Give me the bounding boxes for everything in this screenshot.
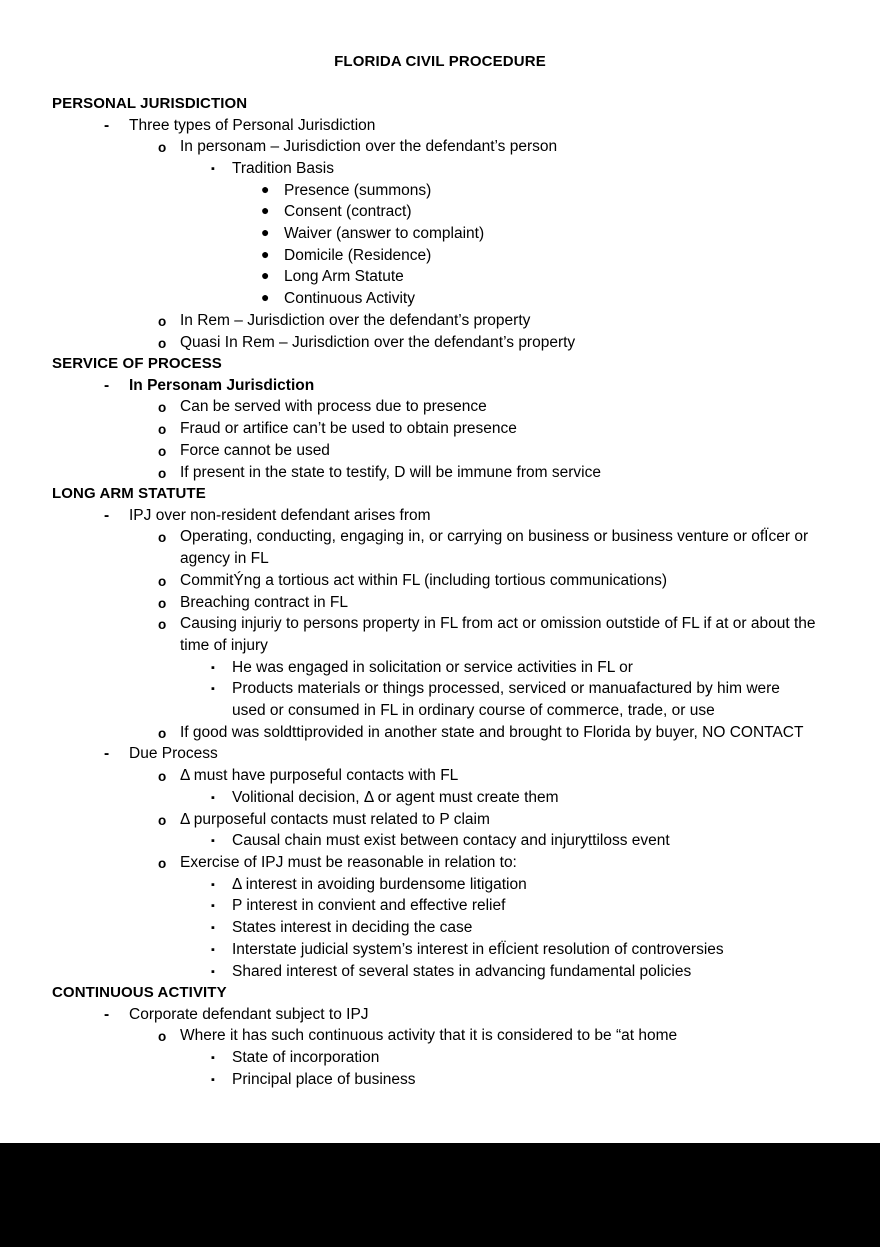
outline-item-label: In personam – Jurisdiction over the defendant’s person bbox=[180, 138, 558, 156]
square-bullet-icon: ▪ bbox=[211, 922, 215, 935]
section-heading: PERSONAL JURISDICTION bbox=[52, 95, 248, 112]
circle-bullet-icon: o bbox=[158, 769, 167, 785]
circle-bullet-icon: o bbox=[158, 617, 167, 633]
square-bullet-icon: ▪ bbox=[211, 683, 215, 696]
round-bullet-icon: ● bbox=[261, 267, 270, 284]
outline-item-label: Long Arm Statute bbox=[284, 268, 404, 286]
outline-item bbox=[0, 1069, 880, 1091]
outline-item bbox=[0, 787, 880, 809]
square-bullet-icon: ▪ bbox=[211, 162, 215, 175]
circle-bullet-icon: o bbox=[158, 422, 167, 438]
circle-bullet-icon: o bbox=[158, 443, 167, 459]
outline-item-label: Consent (contract) bbox=[284, 203, 412, 221]
outline-item bbox=[0, 613, 880, 656]
outline-item-label: Due Process bbox=[129, 745, 218, 763]
outline-item-label: Interstate judicial system’s interest in efÏcient resolution of controversies bbox=[232, 940, 724, 958]
circle-bullet-icon: o bbox=[158, 1029, 167, 1045]
outline-item bbox=[0, 830, 880, 852]
outline-item-label: In Personam Jurisdiction bbox=[129, 376, 315, 394]
dash-bullet-icon: - bbox=[104, 1005, 110, 1023]
outline-item-label: Δ must have purposeful contacts with FL bbox=[180, 767, 459, 785]
outline-item bbox=[0, 961, 880, 983]
outline-item-label: Exercise of IPJ must be reasonable in relation to: bbox=[180, 854, 517, 871]
round-bullet-icon: ● bbox=[261, 202, 270, 219]
dash-bullet-icon: - bbox=[104, 116, 110, 134]
outline-item bbox=[0, 874, 880, 896]
circle-bullet-icon: o bbox=[158, 140, 167, 156]
outline-item bbox=[0, 505, 880, 527]
outline-item-label: Shared interest of several states in advancing fundamental policies bbox=[232, 962, 692, 980]
outline-item-label: Force cannot be used bbox=[180, 441, 330, 459]
square-bullet-icon: ▪ bbox=[211, 1073, 215, 1086]
outline-item-label: Operating, conducting, engaging in, or carrying on business or business venture or ofÏcer or agency in FL bbox=[180, 528, 809, 568]
outline-item-label: State of incorporation bbox=[232, 1049, 380, 1067]
outline-item bbox=[0, 396, 880, 418]
circle-bullet-icon: o bbox=[158, 313, 167, 329]
outline-item-label: Causal chain must exist between contacy and injuryttiloss event bbox=[232, 832, 670, 850]
outline-item bbox=[0, 570, 880, 592]
outline-item bbox=[0, 310, 880, 332]
circle-bullet-icon: o bbox=[158, 573, 167, 589]
outline-item-label: Presence (summons) bbox=[284, 181, 432, 199]
outline-item-label: Waiver (answer to complaint) bbox=[284, 225, 485, 243]
outline-item bbox=[0, 895, 880, 917]
outline-item-label: P interest in convient and effective relief bbox=[232, 897, 506, 915]
outline-item bbox=[0, 1004, 880, 1026]
outline-item bbox=[0, 332, 880, 354]
outline-item bbox=[0, 1025, 880, 1047]
outline-item bbox=[0, 809, 880, 831]
outline-item-label: Fraud or artifice can’t be used to obtain presence bbox=[180, 420, 517, 438]
outline-item-label: If good was soldttiprovided in another state and brought to Florida by buyer, NO CONTACT bbox=[180, 723, 804, 741]
outline-root bbox=[0, 93, 880, 1091]
section-heading: CONTINUOUS ACTIVITY bbox=[52, 984, 227, 1002]
outline-item-label: CommitÝng a tortious act within FL (including tortious communications) bbox=[180, 571, 668, 589]
page-title: FLORIDA CIVIL PROCEDURE bbox=[334, 53, 546, 70]
outline-item bbox=[0, 245, 880, 267]
outline-item bbox=[0, 592, 880, 614]
outline-item bbox=[0, 722, 880, 744]
outline-item-label: He was engaged in solicitation or service activities in FL or bbox=[232, 658, 633, 676]
outline-item bbox=[0, 657, 880, 679]
square-bullet-icon: ▪ bbox=[211, 791, 215, 804]
outline-item bbox=[0, 375, 880, 397]
outline-item-label: IPJ over non-resident defendant arises from bbox=[129, 506, 431, 524]
circle-bullet-icon: o bbox=[158, 335, 167, 351]
square-bullet-icon: ▪ bbox=[211, 878, 215, 891]
outline-item bbox=[0, 917, 880, 939]
outline-item bbox=[0, 462, 880, 484]
circle-bullet-icon: o bbox=[158, 530, 167, 546]
outline-item-label: Can be served with process due to presence bbox=[180, 398, 487, 416]
dash-bullet-icon: - bbox=[104, 745, 110, 763]
outline-item bbox=[0, 266, 880, 288]
outline-item-label: Principal place of business bbox=[232, 1070, 416, 1088]
dash-bullet-icon: - bbox=[104, 506, 110, 524]
outline-item bbox=[0, 418, 880, 440]
round-bullet-icon: ● bbox=[261, 289, 270, 306]
section-heading: SERVICE OF PROCESS bbox=[52, 355, 222, 373]
outline-item-label: Three types of Personal Jurisdiction bbox=[129, 116, 376, 134]
outline-item-label: Products materials or things processed, serviced or manuafactured by him were used or consumed in FL in ordinary course of commerce, trade, or use bbox=[232, 680, 780, 720]
round-bullet-icon: ● bbox=[261, 245, 270, 262]
outline-item-label: Breaching contract in FL bbox=[180, 593, 349, 611]
square-bullet-icon: ▪ bbox=[211, 943, 215, 956]
outline-item-label: Continuous Activity bbox=[284, 290, 415, 308]
document-body bbox=[0, 72, 880, 1091]
outline-item bbox=[0, 526, 880, 569]
outline-item-label: If present in the state to testify, D will be immune from service bbox=[180, 463, 601, 481]
footer-black-bar bbox=[0, 1143, 880, 1247]
outline-item bbox=[0, 852, 880, 874]
outline-item-label: Δ interest in avoiding burdensome litigation bbox=[232, 875, 527, 893]
round-bullet-icon: ● bbox=[261, 224, 270, 241]
outline-item bbox=[0, 939, 880, 961]
outline-item bbox=[0, 223, 880, 245]
outline-item bbox=[0, 158, 880, 180]
circle-bullet-icon: o bbox=[158, 595, 167, 611]
circle-bullet-icon: o bbox=[158, 812, 167, 828]
square-bullet-icon: ▪ bbox=[211, 1052, 215, 1065]
outline-item bbox=[0, 743, 880, 765]
outline-item-label: In Rem – Jurisdiction over the defendant’s property bbox=[180, 311, 531, 329]
circle-bullet-icon: o bbox=[158, 400, 167, 416]
circle-bullet-icon: o bbox=[158, 725, 167, 741]
outline-item bbox=[0, 1047, 880, 1069]
outline-item-label: Causing injuriy to persons property in FL from act or omission outstide of FL if at or about the time of injury bbox=[180, 615, 816, 654]
outline-item-label: Where it has such continuous activity that it is considered to be “at home bbox=[180, 1027, 678, 1045]
square-bullet-icon: ▪ bbox=[211, 965, 215, 978]
outline-item bbox=[0, 288, 880, 310]
outline-item bbox=[0, 115, 880, 137]
outline-item-label: Tradition Basis bbox=[232, 159, 334, 177]
outline-item bbox=[0, 440, 880, 462]
outline-item-label: Domicile (Residence) bbox=[284, 246, 432, 264]
outline-item bbox=[0, 136, 880, 158]
square-bullet-icon: ▪ bbox=[211, 661, 215, 674]
square-bullet-icon: ▪ bbox=[211, 835, 215, 848]
outline-item-label: States interest in deciding the case bbox=[232, 919, 473, 937]
outline-item-label: Volitional decision, Δ or agent must create them bbox=[232, 788, 559, 806]
circle-bullet-icon: o bbox=[158, 856, 167, 871]
outline-item-label: Corporate defendant subject to IPJ bbox=[129, 1005, 369, 1023]
outline-item-label: Δ purposeful contacts must related to P claim bbox=[180, 810, 490, 828]
dash-bullet-icon: - bbox=[104, 376, 110, 394]
outline-item bbox=[0, 201, 880, 223]
circle-bullet-icon: o bbox=[158, 465, 167, 481]
outline-item-label: Quasi In Rem – Jurisdiction over the defendant’s property bbox=[180, 333, 576, 351]
round-bullet-icon: ● bbox=[261, 180, 270, 197]
section-heading: LONG ARM STATUTE bbox=[52, 485, 206, 503]
outline-item bbox=[0, 180, 880, 202]
outline-item bbox=[0, 678, 880, 721]
square-bullet-icon: ▪ bbox=[211, 900, 215, 913]
outline-item bbox=[0, 765, 880, 787]
